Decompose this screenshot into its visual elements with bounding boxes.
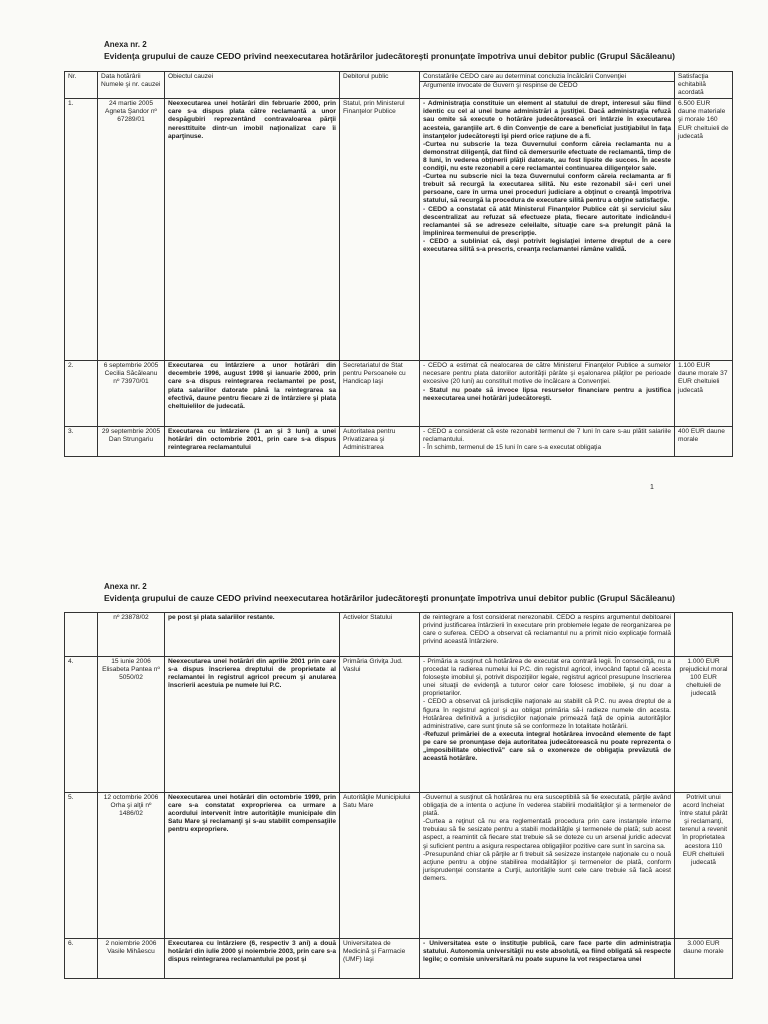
row-satisfaction: 1.100 EUR daune morale 37 EUR cheltuieli judecată [675, 361, 733, 427]
annex-label: Anexa nr. 2 [104, 582, 147, 591]
header-debtor: Debitorul public [340, 72, 420, 99]
finding-paragraph: - CEDO a estimat că nealocarea de către Ministerul Finanţelor Publice a sumelor necesare pentru plata datoriilor autorităţii pârâte şi eşalonarea plăţilor pe perioade excesive (20 luni) au constituit motive de încălcare a Convenţiei. [423, 362, 671, 386]
row-satisfaction: 6.500 EUR daune materiale şi morale 160 EUR cheltuieli de judecată [675, 99, 733, 361]
finding-paragraph: - În schimb, termenul de 15 luni în care s-a executat obligaţia [423, 444, 602, 452]
header-findings [420, 72, 675, 99]
row-findings: de reintegrare a fost considerat nerezonabil. CEDO a respins argumentul debitoarei privind justificarea întârzierii în executare prin problemele legate de reorganizarea pe care o suferea. CEDO a observat că reclamantul nu a primit nicio explicaţie formală privind această întârziere. [420, 613, 675, 657]
finding-paragraph: - CEDO a considerat că este rezonabil termenul de 7 luni în care s-au plătit salariile reclamantului. [423, 428, 671, 444]
table-row [65, 793, 733, 939]
row-debtor: Primăria Griviţa Jud. Vaslui [340, 657, 420, 793]
finding-paragraph: -Refuzul primăriei de a executa integral hotărârea invocând elemente de fapt pe care se pronunţase deja autoritatea judecătorească nu poate reprezenta o „imposibilitate obiectivă" care să o exonereze de obligaţia prevăzută de această hotărâre. [423, 730, 671, 763]
row-object: Executarea cu întârziere (6, respectiv 3 ani) a două hotărâri din iulie 2000 şi noiembrie 2003, prin care s-a dispus reintegrarea reclamantului pe post şi [165, 939, 340, 979]
row-date: 15 iunie 2006 Elisabeta Pantea nº 5050/02 [98, 657, 165, 793]
row-nr: 5. [65, 793, 98, 939]
finding-paragraph: - CEDO a observat că jurisdicţiile naţionale au stabilit că P.C. nu avea dreptul de a figura în registrul agricol şi au obligat primăria să-i radieze numele din acesta. Hotărârea definitivă a jurisdicţiilor naţionale primează faţă de opinia autorităţilor administrative, care sunt ţinute să se conformeze în totalitate hotărârii. [423, 698, 671, 730]
row-date: 12 octombrie 2006 Orha şi alţii nº 1486/02 [98, 793, 165, 939]
finding-paragraph: - Universitatea este o instituţie publică, care face parte din administraţia statului. Autonomia universităţii nu este absolută, ea fiind obligată să respecte legile; o comisie universitară nu poate supune la vot respectarea unei [423, 940, 671, 964]
row-debtor: Universitatea de Medicină şi Farmacie (UMF) Iaşi [340, 939, 420, 979]
header-date: Data hotărârii Numele şi nr. cauzei [98, 72, 165, 99]
row-nr: 6. [65, 939, 98, 979]
finding-paragraph: - Administraţia constituie un element al statului de drept, interesul său fiind identic cu cel al unei bune administrări a justiţiei. Dacă administraţia refuză sau omite să execute o hotărâre judecătorească ori întârzie în executarea acesteia, garanţiile art. 6 din Convenţie de care a beneficiat justiţiabilul în faţa instanţelor judecătoreşti îşi pierd orice raţiune de a fi. [423, 100, 671, 140]
finding-paragraph: - Primăria a susţinut că hotărârea de executat era contrară legii. În consecinţă, nu a procedat la radierea numelui lui P.C. din registrul agricol, invocând faptul că acesta foloseşte imobilul şi, potrivit dispoziţiilor legale, registrul agricol presupune înscrierea unei situaţii de evidenţă a tuturor celor care folosesc imobilele, şi nu doar a proprietarilor. [423, 658, 671, 698]
annex-label: Anexa nr. 2 [104, 40, 147, 49]
table-row [65, 361, 733, 427]
header-findings-main: Constatările CEDO care au determinat concluzia încălcării Convenţiei [423, 73, 627, 80]
cases-table [64, 612, 733, 979]
row-debtor: Autorităţile Municipiului Satu Mare [340, 793, 420, 939]
row-findings [420, 793, 675, 939]
row-nr [65, 613, 98, 657]
finding-paragraph: - CEDO a constatat că atât Ministerul Finanţelor Publice cât şi serviciul său descentralizat au refuzat să efectueze plata, fiecare autoritate indicându-i reclamantei să se adreseze celeilalte, situaţie care s-a prelungit până la împlinirea termenului de prescripţie. [423, 205, 671, 237]
page-number: 1 [650, 484, 654, 491]
page-2 [0, 520, 768, 1024]
finding-paragraph: -Guvernul a susţinut că hotărârea nu era susceptibilă să fie executată, părţile având obligaţia de a intenta o acţiune în vederea stabilirii modalităţilor şi a termenelor de plată. [423, 794, 671, 818]
cases-table [64, 71, 733, 457]
header-object: Obiectul cauzei [165, 72, 340, 99]
table-header-row [65, 72, 733, 99]
row-findings [420, 99, 675, 361]
row-satisfaction: 3.000 EUR daune morale [675, 939, 733, 979]
row-date: 29 septembrie 2005 Dan Strungariu [98, 427, 165, 457]
document-subtitle: Evidenţa grupului de cauze CEDO privind neexecutarea hotărârilor judecătoreşti pronunţate împotriva unui debitor public (Grupul Săcăleanu) [104, 593, 676, 603]
row-date: 6 septembrie 2005 Cecilia Săcăleanu nº 73970/01 [98, 361, 165, 427]
table-row-continued [65, 613, 733, 657]
row-debtor: Statul, prin Ministerul Finanţelor Publice [340, 99, 420, 361]
table-row [65, 939, 733, 979]
row-satisfaction [675, 613, 733, 657]
row-debtor: Activelor Statului [340, 613, 420, 657]
table-row [65, 657, 733, 793]
finding-paragraph: -Curtea nu subscrie nici la teza Guvernului conform căreia reclamanta ar fi trebuit să recurgă la executarea silită. Nu este rezonabil să-i ceri unei persoane, care în urma unei proceduri judiciare a obţinut o creanţă împotriva statului, să recurgă la procedura de executare silită pentru a obţine satisfacţie. [423, 173, 671, 205]
row-object: Executarea cu întârziere a unor hotărâri din decembrie 1996, august 1998 şi ianuarie 2000, prin care s-a dispus reintegrarea reclamantei pe post, plata salariilor datorate până la reintegrarea sa efectivă, daune pentru fiecare zi de întârziere şi plata cheltuielilor de judecată. [165, 361, 340, 427]
finding-paragraph: -Curtea a reţinut că nu era reglementată procedura prin care instanţele interne trebuiau să fie sesizate pentru a stabili modalităţile şi termenele de plată; sub acest aspect, a reamintit că fiecare stat trebuie să se doteze cu un arsenal juridic adecvat şi suficient pentru a asigura respectarea obligaţiilor pozitive care sunt în sarcina sa. [423, 818, 671, 850]
row-object: Executarea cu întârziere (1 an şi 3 luni) a unei hotărâri din octombrie 2001, prin care s-a dispus reintegrarea reclamantului [165, 427, 340, 457]
row-nr: 1. [65, 99, 98, 361]
row-date: nº 23878/02 [98, 613, 165, 657]
row-satisfaction: Potrivit unui acord încheiat între statul pârât şi reclamanţi, terenul a revenit în proprietatea acestora 110 EUR cheltuieli judecată [675, 793, 733, 939]
row-findings [420, 657, 675, 793]
header-nr: Nr. [65, 72, 98, 99]
row-object: Neexecutarea unei hotărâri din aprilie 2001 prin care s-a dispus înscrierea dreptului de proprietate al reclamantei în registrul agricol precum şi anularea înscrierii acestuia pe numele lui P.C. [165, 657, 340, 793]
row-satisfaction: 1.000 EUR prejudiciul moral 100 EUR cheltuieli de judecată [675, 657, 733, 793]
row-debtor: Secretariatul de Stat pentru Persoanele cu Handicap Iaşi [340, 361, 420, 427]
page-1 [0, 0, 768, 505]
finding-paragraph: - CEDO a subliniat că, deşi potrivit legislaţiei interne dreptul de a cere executarea silită s-a prescris, creanţa reclamantei rămâne validă. [423, 237, 671, 253]
finding-paragraph: -Curtea nu subscrie la teza Guvernului conform căreia reclamanta nu a demonstrat diligenţă, dat fiind că demersurile efectuate de reclamantă, timp de 8 luni, în vederea obţinerii plăţii datorate, au fost lipsite de succes. În aceste condiţii, nu este rezonabil a cere reclamantei continuarea diligenţelor sale. [423, 140, 671, 173]
row-nr: 4. [65, 657, 98, 793]
finding-paragraph: -Presupunând chiar că părţile ar fi trebuit să sesizeze instanţele naţionale cu o nouă acţiune pentru a obţine stabilirea modalităţilor şi termenelor de plată, conform jurisprudenţei constante a Curţii, autorităţile sunt cele care trebuie să facă acest demers. [423, 850, 671, 882]
finding-paragraph: - Statul nu poate să invoce lipsa resurselor financiare pentru a justifica neexecutarea unei hotărâri judecătoreşti. [423, 386, 671, 402]
row-object: pe post şi plata salariilor restante. [165, 613, 340, 657]
document-subtitle: Evidenţa grupului de cauze CEDO privind neexecutarea hotărârilor judecătoreşti pronunţate împotriva unui debitor public (Grupul Săcăleanu) [104, 51, 676, 61]
row-debtor: Autoritatea pentru Privatizarea şi Administrarea [340, 427, 420, 457]
row-nr: 3. [65, 427, 98, 457]
row-nr: 2. [65, 361, 98, 427]
row-findings [420, 427, 675, 457]
row-findings [420, 361, 675, 427]
row-satisfaction: 400 EUR daune morale [675, 427, 733, 457]
header-findings-sub: Argumente invocate de Guvern şi respinse de CEDO [420, 81, 674, 90]
table-row [65, 427, 733, 457]
row-object: Neexecutarea unei hotărâri din februarie 2000, prin care s-a dispus plata către reclamantă a unor despăgubiri reprezentând contravaloarea părţii neresttituite dintr-un imobil naţionalizat care îi aparţinuse. [165, 99, 340, 361]
row-date: 24 martie 2005 Agneta Şandor nº 67289/01 [98, 99, 165, 361]
header-satisfaction: Satisfacţia echitabilă acordată [675, 72, 733, 99]
row-object: Neexecutarea unei hotărâri din octombrie 1999, prin care s-a constatat exproprierea ca urmare a acordului intervenit între autorităţile municipale din Satu Mare şi reclamanţi şi s-au stabilit compensaţiile pentru expropriere. [165, 793, 340, 939]
table-row [65, 99, 733, 361]
row-findings [420, 939, 675, 979]
row-date: 2 noiembrie 2006 Vasile Mihăescu [98, 939, 165, 979]
